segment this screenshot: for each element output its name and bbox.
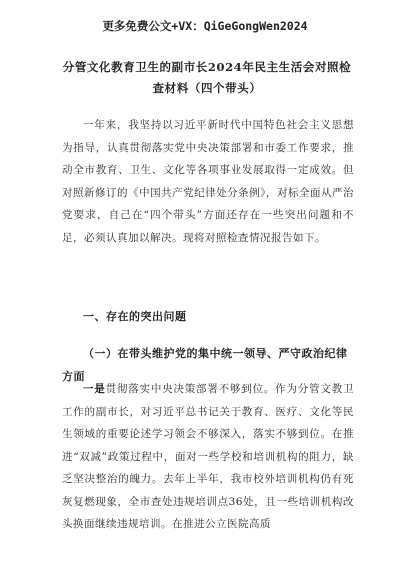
promo-header: 更多免费公文+VX：QiGeGongWen2024 [102,19,308,33]
paragraph-text: 贯彻落实中央决策部署不够到位。作为分管文教卫工作的副市长，对习近平总书记关于教育、医疗、文化等民生领域的重要论述学习领会不够深入，落实不够到位。在推进“双减”政策过程中，面对一些学校和培训机构的阻力，缺乏坚决整治的魄力。去年上半年，我市校外培训机构仍有死灰复燃现象，全市查处违规培训点36处，且一些培训机构改头换面继续违规培训。在推进公立医院高质 [62,383,354,530]
body-paragraph [62,378,354,536]
section-heading: 一、存在的突出问题 [83,310,187,323]
paragraph-lead: 一是 [83,383,106,395]
subsection-heading: （一）在带头维护党的集中统一领导、严守政治纪律方面 [62,347,348,383]
intro-paragraph: 一年来，我坚持以习近平新时代中国特色社会主义思想为指导，认真贯彻落实党中央决策部署和市委工作要求，推动全市教育、卫生、文化等各项事业发展取得一定成效。但对照新修订的《中国共产党纪律处分条例》，对标全面从严治党要求，自己在“四个带头”方面还存在一些突出问题和不足，必须认真加以解决。现将对照检查情况报告如下。 [62,119,354,244]
document-title: 分管文化教育卫生的副市长2024年民主生活会对照检查材料（四个带头） [62,60,352,95]
